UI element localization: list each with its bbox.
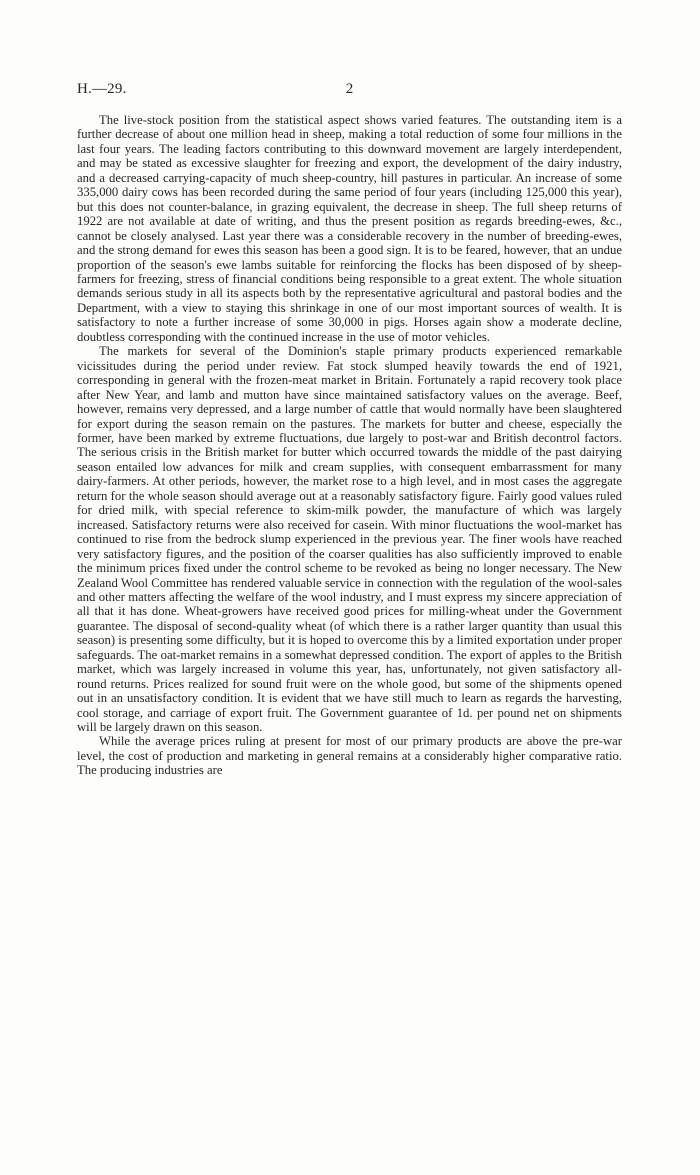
paragraph-markets: The markets for several of the Dominion's staple primary products experienced remarkable vicissitudes during the period under review. Fat stock slumped heavily towards the end of 1921, corresponding in general with the frozen-meat market in Britain. Fortunately a rapid recovery took place after New Year, and lamb and mutton have since maintained satisfactory values on the average. Beef, however, remains very depressed, and a large number of cattle that would normally have been slaughtered for export during the season remain on the pastures. The markets for butter and cheese, especially the former, have been marked by extreme fluctuations, due largely to post-war and British decontrol factors. The serious crisis in the British market for butter which occurred towards the middle of the past dairying season entailed low advances for milk and cream supplies, with consequent embarrassment for many dairy-farmers. At other periods, however, the market rose to a high level, and in most cases the aggregate return for the whole season should average out at a reasonably satisfactory figure. Fairly good values ruled for dried milk, with special reference to skim-milk powder, the manufacture of which was largely increased. Satisfactory returns were also received for casein. With minor fluctuations the wool-market has continued to rise from the bedrock slump experienced in the previous year. The finer wools have reached very satisfactory figures, and the position of the coarser qualities has also sufficiently improved to enable the minimum prices fixed under the control scheme to be revoked as being no longer necessary. The New Zealand Wool Committee has rendered valuable service in connection with the regulation of the wool-sales and other matters affecting the welfare of the wool industry, and I must express my sincere appreciation of all that it has done. Wheat-growers have received good prices for milling-wheat under the Government guarantee. The disposal of second-quality wheat (of which there is a rather larger quantity than usual this season) is presenting some difficulty, but it is hoped to overcome this by a limited exportation under proper safeguards. The oat-market remains in a somewhat depressed condition. The export of apples to the British market, which was largely increased in volume this year, has, unfortunately, not given satisfactory all-round returns. Prices realized for sound fruit were on the whole good, but some of the shipments opened out in an unsatisfactory condition. It is evident that we have still much to learn as regards the harvesting, cool storage, and carriage of export fruit. The Government guarantee of 1d. per pound net on shipments will be largely drawn on this season. <box>77 344 622 735</box>
body-text <box>77 113 622 778</box>
page-number: 2 <box>345 81 354 97</box>
paragraph-livestock: The live-stock position from the statistical aspect shows varied features. The outstanding item is a further decrease of about one million head in sheep, making a total reduction of some four millions in the last four years. The leading factors contributing to this downward movement are largely interdependent, and may be stated as excessive slaughter for freezing and export, the development of the dairy industry, and a decreased carrying-capacity of much sheep-country, hill pastures in particular. An increase of some 335,000 dairy cows has been recorded during the same period of four years (including 125,000 this year), but this does not counter-balance, in grazing equivalent, the decrease in sheep. The full sheep returns of 1922 are not available at date of writing, and thus the present position as regards breeding-ewes, &c., cannot be closely analysed. Last year there was a considerable recovery in the number of breeding-ewes, and the strong demand for ewes this season has been a good sign. It is to be feared, however, that an undue proportion of the season's ewe lambs suitable for reinforcing the flocks has been disposed of by sheep-farmers for freezing, stress of financial conditions being responsible to a great extent. The whole situation demands serious study in all its aspects both by the representative agricultural and pastoral bodies and the Department, with a view to staying this shrinkage in one of our most important sources of wealth. It is satisfactory to note a further increase of some 30,000 in pigs. Horses again show a moderate decline, doubtless corresponding with the continued increase in the use of motor vehicles. <box>77 113 622 344</box>
series-number: H.—29. <box>77 81 127 97</box>
page-header <box>77 81 622 103</box>
paragraph-prices: While the average prices ruling at present for most of our primary products are above the pre-war level, the cost of production and marketing in general remains at a considerably higher comparative ratio. The producing industries are <box>77 734 622 778</box>
